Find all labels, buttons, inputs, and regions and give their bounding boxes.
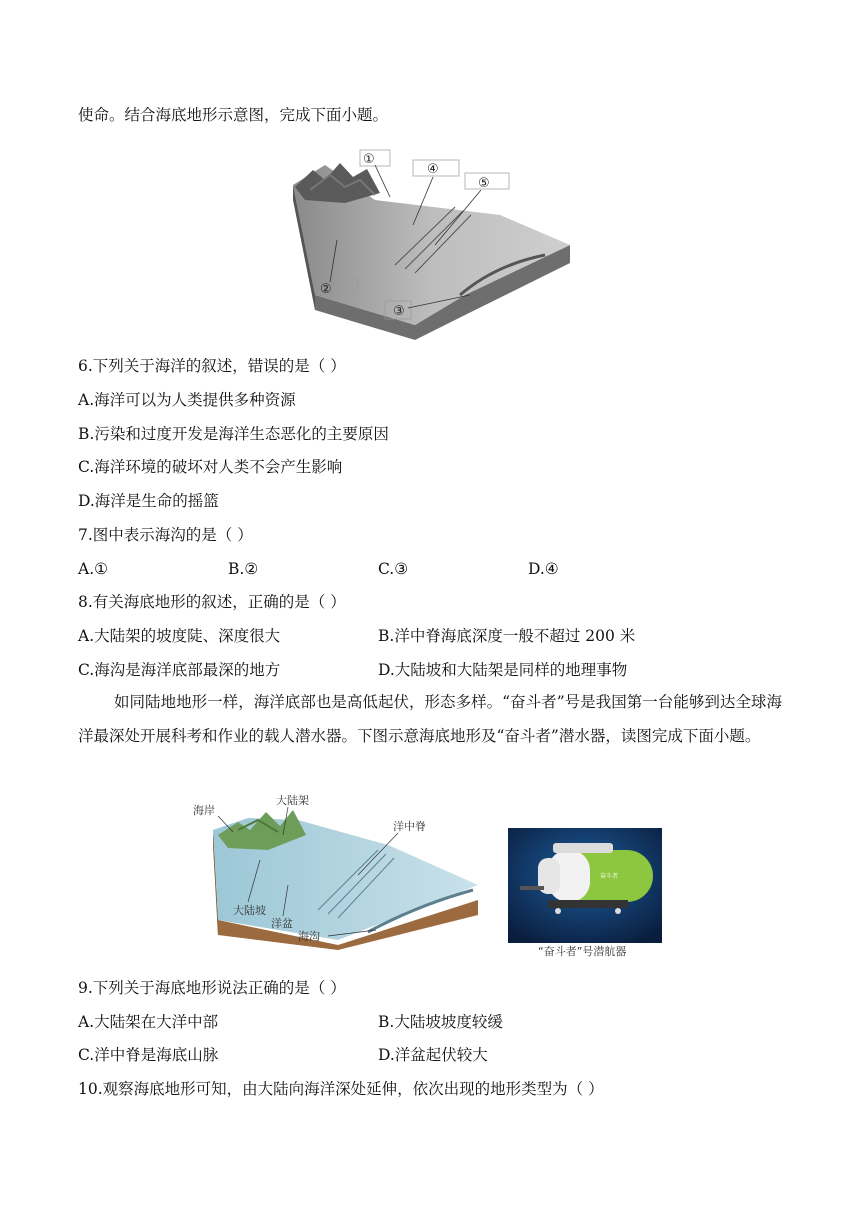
- q8-option-c: C.海沟是海洋底部最深的地方: [78, 661, 281, 679]
- q9-option-d: D.洋盆起伏较大: [378, 1046, 488, 1064]
- q6-option-a: A.海洋可以为人类提供多种资源: [78, 391, 296, 409]
- marker-2: ②: [320, 282, 332, 297]
- q8-stem: 8.有关海底地形的叙述，正确的是（ ）: [78, 593, 346, 611]
- q9-option-c: C.洋中脊是海底山脉: [78, 1046, 219, 1064]
- q7-stem: 7.图中表示海沟的是（ ）: [78, 526, 253, 544]
- marker-3: ③: [393, 304, 405, 319]
- marker-5: ⑤: [478, 176, 490, 191]
- q9-option-b: B.大陆坡坡度较缓: [378, 1013, 503, 1031]
- label-shelf: 大陆架: [276, 794, 309, 807]
- q7-option-d: D.④: [528, 560, 559, 578]
- submarine-caption: “奋斗者”号潜航器: [538, 945, 627, 958]
- marker-4: ④: [427, 162, 439, 177]
- q9-stem: 9.下列关于海底地形说法正确的是（ ）: [78, 979, 346, 997]
- label-ridge: 洋中脊: [393, 820, 426, 833]
- q7-option-c: C.③: [378, 560, 409, 578]
- q7-option-a: A.①: [78, 560, 109, 578]
- q7-option-b: B.②: [228, 560, 259, 578]
- intro-text: 使命。结合海底地形示意图，完成下面小题。: [78, 106, 389, 124]
- passage-text: 如同陆地地形一样，海洋底部也是高低起伏，形态多样。“奋斗者”号是我国第一台能够到达全球海洋最深处开展科考和作业的载人潜水器。下图示意海底地形及“奋斗者”潜水器，读图完成下面小题。: [78, 693, 782, 745]
- q6-option-c: C.海洋环境的破坏对人类不会产生影响: [78, 458, 343, 476]
- submarine-logo-text: 奋斗者: [600, 873, 619, 880]
- q6-stem: 6.下列关于海洋的叙述，错误的是（ ）: [78, 357, 346, 375]
- label-basin: 洋盆: [271, 917, 293, 930]
- q8-option-a: A.大陆架的坡度陡、深度很大: [78, 627, 281, 645]
- q6-option-b: B.污染和过度开发是海洋生态恶化的主要原因: [78, 425, 389, 443]
- label-slope: 大陆坡: [233, 904, 266, 917]
- marker-1: ①: [363, 152, 375, 167]
- seafloor-diagram-2: [188, 790, 488, 950]
- submarine-photo: [508, 828, 662, 943]
- q6-option-d: D.海洋是生命的摇篮: [78, 492, 219, 510]
- seafloor-diagram-1: [285, 145, 585, 345]
- q10-stem: 10.观察海底地形可知，由大陆向海洋深处延伸，依次出现的地形类型为（ ）: [78, 1080, 604, 1098]
- label-coast: 海岸: [193, 804, 215, 817]
- label-trench: 海沟: [298, 930, 320, 943]
- q8-option-d: D.大陆坡和大陆架是同样的地理事物: [378, 661, 628, 679]
- q9-option-a: A.大陆架在大洋中部: [78, 1013, 219, 1031]
- q8-option-b: B.洋中脊海底深度一般不超过 200 米: [378, 627, 636, 645]
